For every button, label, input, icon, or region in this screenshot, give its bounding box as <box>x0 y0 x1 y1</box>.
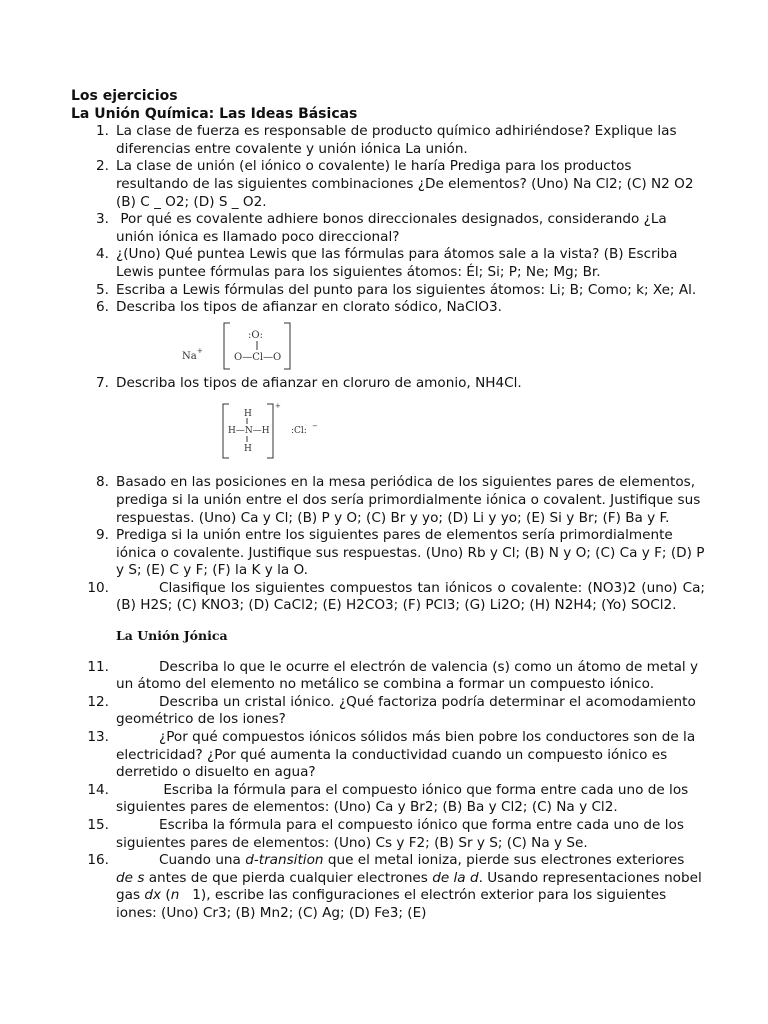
item-text: ¿(Uno) Qué puntea Lewis que las fórmulas para átomos sale a la vista? (B) Escriba Lewis puntee fórmulas para los siguientes átomos: Él; Si; P; Ne; Mg; Br. <box>116 246 678 280</box>
exercise-item <box>71 527 705 580</box>
chloride-anion: :Cl: <box>291 426 307 437</box>
item-number: 15. <box>87 817 109 833</box>
item-number: 12. <box>87 693 109 710</box>
exercise-item <box>71 474 705 527</box>
exercise-item <box>71 852 705 922</box>
item-text: La clase de unión (el iónico o covalente) le haría Prediga para los productos resultando de las siguientes combinaciones ¿De elementos? (Uno) Na Cl2; (C) N2 O2 (B) C _ O2; (D) S _ O2. <box>116 158 694 210</box>
exercise-item <box>71 782 705 817</box>
item-number: 9. <box>96 527 109 544</box>
item-text: Escriba la fórmula para el compuesto iónico que forma entre cada uno de los siguientes pares de elementos: (Uno) Cs y F2; (B) Sr y S; (C) Na y Se. <box>116 817 684 851</box>
item-number: 5. <box>96 281 109 298</box>
item-text: Prediga si la unión entre los siguientes pares de elementos sería primordialmente iónica o covalente. Justifique sus respuestas. (Uno) Rb y Cl; (B) N y O; (C) Ca y F; (D) P y S; (E) C y F; (F) la K y la O. <box>116 527 705 579</box>
item-number: 13. <box>87 729 109 746</box>
cation-symbol: Na <box>182 350 197 362</box>
item-number: 14. <box>87 781 109 798</box>
top-oxygen: :O: <box>248 329 263 341</box>
item-text: Por qué es covalente adhiere bonos direccionales designados, considerando ¿La unión iónica es llamado poco direccional? <box>116 211 672 245</box>
right-bracket <box>284 323 290 369</box>
exercise-item <box>71 375 705 393</box>
item-text: ¿Por qué compuestos iónicos sólidos más bien pobre los conductores son de la electricidad? ¿Por qué aumenta la conductividad cuando un compuesto iónico es derretido o disuelto en agua? <box>116 729 696 781</box>
item-text: Describa los tipos de afianzar en clorato sódico, NaClO3. <box>116 299 502 316</box>
item-text: Clasifique los siguientes compuestos tan iónicos o covalente: (NO3)2 (uno) Ca; (B) H2S; (C) KNO3; (D) CaCl2; (E) H2CO3; (F) PCl3; (G) Li2O; (H) N2H4; (Yo) SOCl2. <box>116 579 705 614</box>
sodium-chlorate-diagram <box>71 321 705 373</box>
item-text: La clase de fuerza es responsable de producto químico adhiriéndose? Explique las diferencias entre covalente y unión iónica La unión. <box>116 123 677 157</box>
item-number: 16. <box>87 852 109 869</box>
exercise-item <box>71 580 705 615</box>
exercise-item <box>71 659 705 694</box>
exercise-item <box>71 694 705 729</box>
page-subheading: La Unión Química: Las Ideas Básicas <box>71 105 358 122</box>
item-number: 4. <box>96 246 109 263</box>
ammonium-chloride-structure <box>71 396 705 464</box>
exercise-list-part2 <box>71 474 705 615</box>
item-text: Cuando una d-transition que el metal ioniza, pierde sus electrones exteriores de s antes de que pierda cualquier electrones de la d. Usando representaciones nobel gas dx (n 1), escribe las configuraciones el electrón exterior para los siguientes iones: (Uno) Cr3; (B) Mn2; (C) Ag; (D) Fe3; (E) <box>116 852 702 921</box>
exercise-list-part1 <box>71 123 705 317</box>
exercise-list-item7 <box>71 375 705 393</box>
exercise-item <box>71 123 705 158</box>
section-title: La Unión Jónica <box>116 628 228 644</box>
item-text: Describa un cristal iónico. ¿Qué factoriza podría determinar el acomodamiento geométrico de los iones? <box>116 693 696 728</box>
page-heading: Los ejercicios <box>71 88 178 104</box>
exercise-list-part3 <box>71 659 705 923</box>
exercise-item <box>71 211 705 246</box>
item-text: Escriba a Lewis fórmulas del punto para los siguientes átomos: Li; B; Como; k; Xe; Al. <box>116 281 697 298</box>
top-hydrogen: H <box>244 409 252 420</box>
item-text: Describa lo que le ocurre el electrón de valencia (s) como un átomo de metal y un átomo del elemento no metálico se combina a formar un compuesto iónico. <box>116 658 699 693</box>
item-number: 2. <box>96 158 109 175</box>
item-number: 1. <box>96 123 109 140</box>
exercise-item <box>71 299 705 317</box>
exercise-item <box>71 158 705 211</box>
cation-charge: + <box>275 402 281 411</box>
item-text: Basado en las posiciones en la mesa periódica de los siguientes pares de elementos, prediga si la unión entre el dos sería primordialmente iónica o covalent. Justifique sus respuestas. (Uno) Ca y Cl; (B) P y O; (C) Br y yo; (D) Li y yo; (E) Si y Br; (F) Ba y F. <box>116 474 701 526</box>
item-text: Describa los tipos de afianzar en cloruro de amonio, NH4Cl. <box>116 374 522 391</box>
item-text: Escriba la fórmula para el compuesto iónico que forma entre cada uno de los siguientes pares de elementos: (Uno) Ca y Br2; (B) Ba y Cl2; (C) Na y Cl2. <box>116 781 693 816</box>
item-number: 7. <box>96 374 109 391</box>
bottom-hydrogen: H <box>244 444 252 455</box>
item-number: 11. <box>87 658 109 675</box>
o-cl-o-row: O—Cl—O <box>234 351 282 363</box>
exercise-item <box>71 282 705 300</box>
item-number: 6. <box>96 299 109 316</box>
item-number: 3. <box>96 211 109 228</box>
document-page <box>71 88 705 923</box>
exercise-item <box>71 729 705 782</box>
anion-charge: − <box>312 422 318 431</box>
sodium-chlorate-structure <box>71 321 705 373</box>
h-n-h-row: H—N—H <box>228 426 270 437</box>
ammonium-chloride-diagram <box>71 396 705 464</box>
exercise-item <box>71 246 705 281</box>
exercise-item <box>71 817 705 852</box>
item-number: 8. <box>96 474 109 491</box>
cation-charge: + <box>197 346 203 355</box>
item-number: 10. <box>87 579 109 596</box>
left-bracket <box>224 323 230 369</box>
